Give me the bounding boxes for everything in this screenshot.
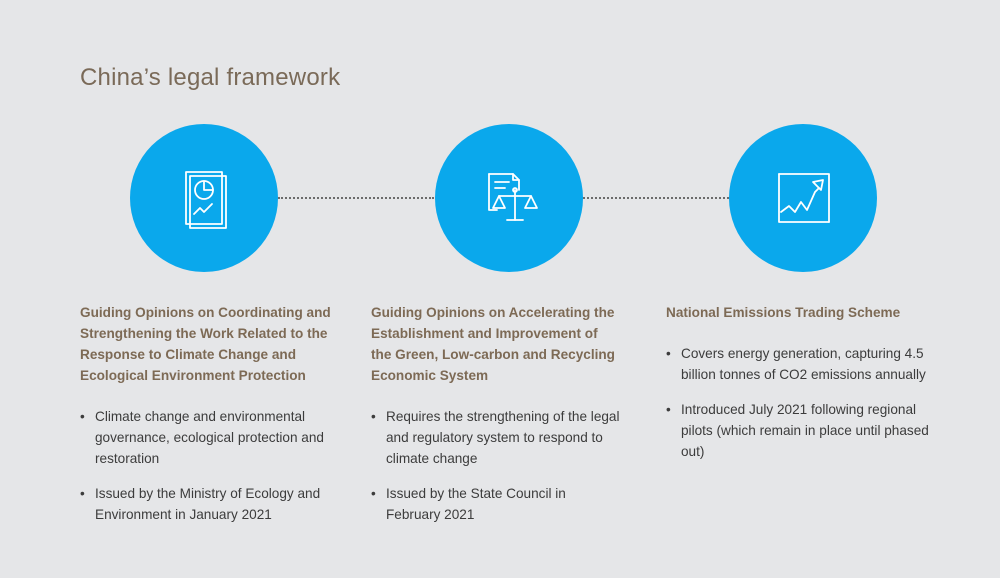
item-heading: Guiding Opinions on Coordinating and Strengthening the Work Related to the Response to Climate Change and Ecological Environment Protection [80,305,331,383]
connector-line-1 [278,197,434,199]
bullet-item: • Issued by the State Council in February 2021 [371,483,621,525]
bullet-item: • Issued by the Ministry of Ecology and Environment in January 2021 [80,483,340,525]
bullet-list [666,343,946,462]
trend-chart-icon [771,166,835,230]
item-heading: National Emissions Trading Scheme [666,305,901,320]
bullet-list [80,406,340,525]
legal-scales-icon-circle [435,124,583,272]
connector-line-2 [583,197,729,199]
report-chart-icon [172,166,236,230]
framework-item-3 [666,302,946,476]
bullet-item: • Requires the strengthening of the legal and regulatory system to respond to climate change [371,406,621,469]
bullet-item: • Climate change and environmental governance, ecological protection and restoration [80,406,340,469]
item-heading: Guiding Opinions on Accelerating the Establishment and Improvement of the Green, Low-carbon and Recycling Economic System [371,305,615,383]
bullet-list [371,406,621,525]
report-chart-icon-circle [130,124,278,272]
bullet-item: • Covers energy generation, capturing 4.5 billion tonnes of CO2 emissions annually [666,343,946,385]
bullet-item: • Introduced July 2021 following regional pilots (which remain in place until phased out) [666,399,946,462]
framework-item-1 [80,302,340,539]
legal-scales-icon [477,166,541,230]
framework-item-2 [371,302,621,539]
trend-chart-icon-circle [729,124,877,272]
page-title: China’s legal framework [80,64,341,91]
